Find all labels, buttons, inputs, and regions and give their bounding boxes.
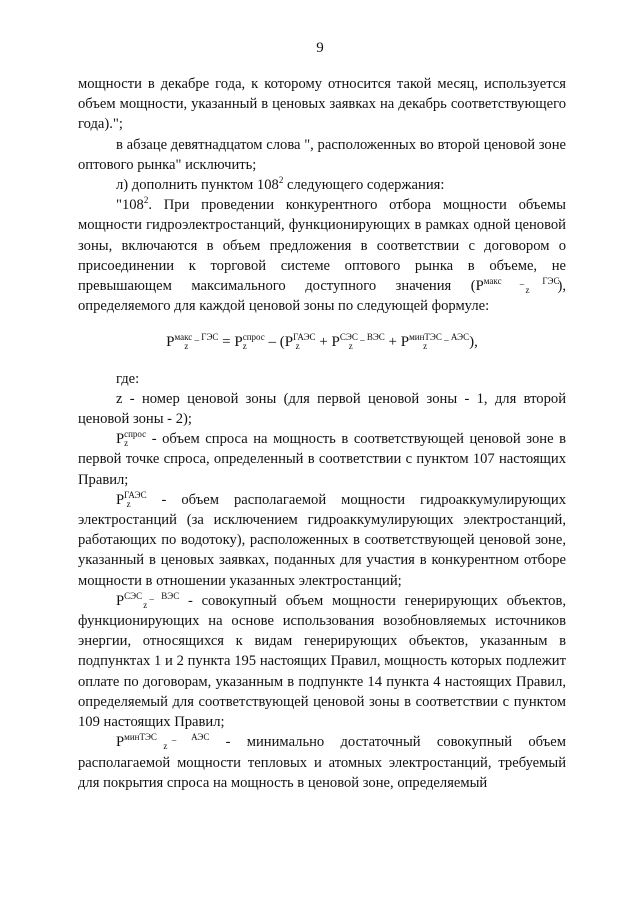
text: "108 [116, 197, 144, 214]
paragraph-continued: мощности в декабре года, к которому относится такой месяц, используется объем мощности, указанный в ценовых заявках на декабрь соответствующего года)."; [78, 76, 566, 133]
formula-p: P [400, 334, 410, 351]
formula-sub: z [295, 341, 300, 352]
formula-eq: = [222, 334, 231, 351]
def-text: - минимально достаточный совокупный объем располагаемой мощности тепловых и атомных электростанций, требуемый для покрытия спроса на мощность в ценовой зоне, определяемый [78, 734, 567, 791]
inline-symbol-p-max-ges [471, 278, 563, 294]
formula-sup: СЭС _ ВЭС [339, 332, 385, 343]
def-text: - совокупный объем мощности генерирующих объектов, функционирующих на основе использования возобновляемых источников энергии, относящихся к видам генерирующих объектов, указанным в подпунктах 1 и 2 пункта 195 настоящих Правил, мощность которых подлежит оплате по договорам, указанным в подпункте 14 пункта 4 настоящих Правил, определяемый для соответствующей ценовой зоны в соответствии с пунктом 109 настоящих Правил; [78, 592, 566, 731]
def-sup: ГАЭС [124, 489, 147, 500]
where-label: где: [116, 370, 140, 387]
text: , определяемого для каждой ценовой зоны по следующей формуле: [78, 278, 567, 315]
formula-sub: z [423, 341, 428, 352]
paragraph-point-108-2 [78, 195, 566, 316]
formula-p: P [166, 334, 175, 351]
symbol-p: P [475, 278, 484, 295]
def-sup: СЭС _ ВЭС [124, 590, 180, 601]
formula-plus: + [388, 334, 397, 351]
formula-paren: ), [469, 334, 478, 351]
def-sub: z [163, 741, 168, 752]
definition-z: z - номер ценовой зоны (для первой ценовой зоны - 1, для второй ценовой зоны - 2); [78, 390, 566, 428]
paragraph-amendment-19: в абзаце девятнадцатом слова ", расположенных во второй ценовой зоне оптового рынка" исключить; [78, 136, 566, 173]
formula-sup: минТЭС _ АЭС [409, 332, 470, 343]
paren: ( [470, 278, 476, 295]
definition-gaes [78, 490, 566, 591]
definition-spros [78, 429, 566, 490]
formula-sup: макс _ ГЭС [174, 332, 219, 343]
formula-sub: z [184, 341, 189, 352]
document-body [78, 74, 566, 793]
definition-ses-ves [78, 591, 566, 732]
def-sup: спрос [124, 429, 147, 440]
formula [78, 332, 566, 352]
text: . При проведении конкурентного отбора мощности объемы мощности гидроэлектростанций, функционирующих в рамках одной ценовой зоны, включаются в объем предложения в соответствии с договором о присоединении к торговой системе оптового рынка в объеме, не превышающем максимального доступного значения [78, 197, 566, 295]
def-text: - объем располагаемой мощности гидроаккумулирующих электростанций (за исключением гидроаккумулирующих электростанций, работающих по водотоку), расположенных в соответствующей ценовой зоне, указанный в ценовых заявках, поданных для участия в конкурентном отборе мощности в отношении указанных электростанций; [78, 491, 566, 589]
formula-sub: z [242, 341, 247, 352]
formula-p: P [331, 334, 340, 351]
def-text: - объем спроса на мощность в соответствующей ценовой зоне в первой точке спроса, определенный в соответствии с пунктом 107 настоящих Правил; [78, 431, 566, 488]
formula-paren: ( [279, 334, 285, 351]
formula-plus: + [319, 334, 328, 351]
formula-sub: z [348, 341, 353, 352]
def-sup: минТЭС _ АЭС [124, 732, 210, 743]
sub-z: z [525, 285, 530, 296]
def-sub: z [126, 498, 131, 509]
text: следующего содержания: [283, 177, 445, 194]
def-symbol-p: P [116, 734, 125, 751]
def-sub: z [143, 599, 148, 610]
formula-p: P [284, 334, 294, 351]
formula-minus: – [268, 334, 277, 351]
formula-p: P [234, 334, 243, 351]
text: л) дополнить пунктом 108 [116, 177, 279, 194]
paragraph-add-point [78, 175, 566, 195]
def-symbol-p: P [116, 491, 125, 508]
superscript: 2 [143, 195, 149, 206]
def-sub: z [124, 438, 129, 449]
def-symbol-p: P [116, 431, 125, 448]
formula-sup: ГАЭС [293, 332, 316, 343]
def-symbol-p: P [116, 592, 125, 609]
superscript: 2 [278, 175, 284, 186]
sup-max-ges: макс _ ГЭС [483, 276, 560, 287]
page-number: 9 [316, 40, 324, 56]
formula-sup: спрос [242, 332, 265, 343]
definition-min-tes-aes [78, 732, 566, 793]
paren: ) [557, 278, 563, 295]
